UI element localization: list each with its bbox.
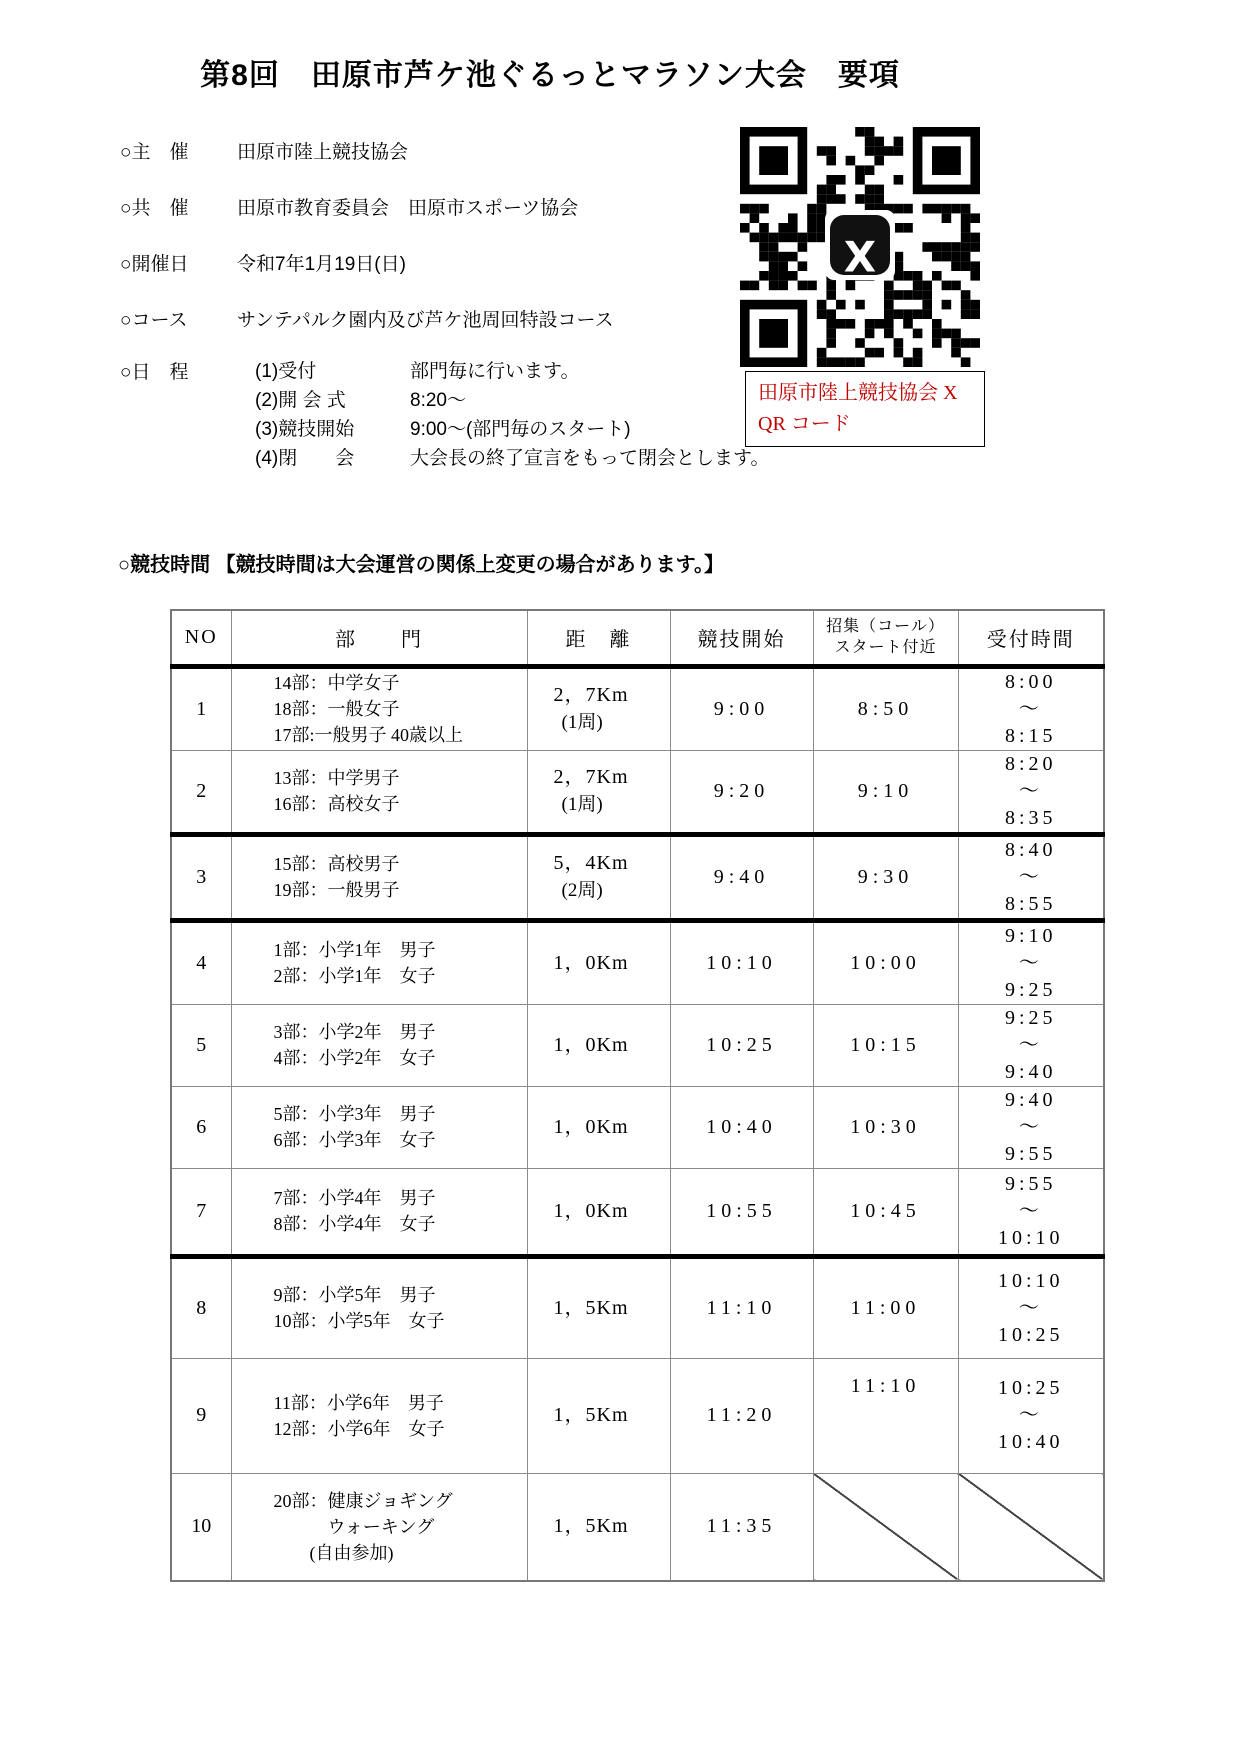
schedule-item-desc: 大会長の終了宣言をもって閉会とします。 xyxy=(410,448,770,469)
cell-start: 10:40 xyxy=(670,1086,813,1168)
x-logo-glyph: X xyxy=(843,232,877,282)
header-division: 部 門 xyxy=(231,610,527,666)
schedule-item-name: (2)開 会 式 xyxy=(255,390,346,411)
cell-call: 9:30 xyxy=(813,834,958,920)
cell-reception: 8:40 ～ 8:55 xyxy=(958,834,1104,920)
cell-distance: 1，0Km xyxy=(527,1086,670,1168)
cell-call: 10:15 xyxy=(813,1004,958,1086)
cell-division: 9部：小学5年 男子 10部：小学5年 女子 xyxy=(231,1256,527,1358)
cell-call: 10:30 xyxy=(813,1086,958,1168)
cell-start: 10:10 xyxy=(670,920,813,1004)
table-row xyxy=(171,1473,1104,1581)
cell-call xyxy=(813,1473,958,1581)
header-distance: 距 離 xyxy=(527,610,670,666)
cell-start: 9:40 xyxy=(670,834,813,920)
cell-no: 2 xyxy=(171,750,231,834)
table-header-row xyxy=(171,610,1104,666)
schedule-item xyxy=(255,357,769,386)
info-value: サンテパルク園内及び芦ケ池周回特設コース xyxy=(237,310,614,331)
cell-reception: 10:10 ～ 10:25 xyxy=(958,1256,1104,1358)
page-title: 第8回 田原市芦ケ池ぐるっとマラソン大会 要項 xyxy=(200,59,900,92)
cell-distance: 1，0Km xyxy=(527,1004,670,1086)
info-value: 田原市陸上競技協会 xyxy=(237,142,409,163)
cell-distance: 1，5Km xyxy=(527,1473,670,1581)
info-item xyxy=(120,137,408,164)
schedule-label: ○日 程 xyxy=(120,362,189,383)
cell-division: 1部：小学1年 男子 2部：小学1年 女子 xyxy=(231,920,527,1004)
info-value: 令和7年1月19日(日) xyxy=(237,254,406,275)
table-row xyxy=(171,1358,1104,1473)
cell-call: 10:00 xyxy=(813,920,958,1004)
cell-no: 5 xyxy=(171,1004,231,1086)
cell-reception: 10:25 ～ 10:40 xyxy=(958,1358,1104,1473)
table-row xyxy=(171,1168,1104,1256)
qr-caption-line1: 田原市陸上競技協会 X xyxy=(758,382,958,404)
qr-caption-line2: QR コード xyxy=(758,413,851,435)
cell-no: 4 xyxy=(171,920,231,1004)
table-row xyxy=(171,920,1104,1004)
table-row xyxy=(171,1004,1104,1086)
cell-distance: 1，5Km xyxy=(527,1358,670,1473)
table-row xyxy=(171,750,1104,834)
cell-distance: 2，7Km (1周) xyxy=(527,750,670,834)
cell-division: 15部：高校男子 19部：一般男子 xyxy=(231,834,527,920)
schedule-items xyxy=(255,357,769,473)
cell-distance: 2，7Km (1周) xyxy=(527,666,670,750)
schedule-item-desc: 8:20～ xyxy=(410,390,466,411)
cell-division: 14部：中学女子 18部：一般女子 17部:一般男子 40歳以上 xyxy=(231,666,527,750)
schedule-item xyxy=(255,415,769,444)
schedule-item-name: (4)閉 会 xyxy=(255,448,355,469)
schedule-item-name: (3)競技開始 xyxy=(255,419,355,440)
cell-start: 11:35 xyxy=(670,1473,813,1581)
cell-call: 10:45 xyxy=(813,1168,958,1256)
cell-no: 1 xyxy=(171,666,231,750)
cell-distance: 1，0Km xyxy=(527,1168,670,1256)
info-item xyxy=(120,193,578,220)
cell-distance: 1，5Km xyxy=(527,1256,670,1358)
cell-no: 8 xyxy=(171,1256,231,1358)
cell-reception: 9:55 ～ 10:10 xyxy=(958,1168,1104,1256)
cell-division: 13部：中学男子 16部：高校女子 xyxy=(231,750,527,834)
schedule-item xyxy=(255,386,769,415)
info-label: ○開催日 xyxy=(120,254,189,275)
cell-division: 5部：小学3年 男子 6部：小学3年 女子 xyxy=(231,1086,527,1168)
cell-call: 8:50 xyxy=(813,666,958,750)
schedule-item-desc: 部門毎に行います。 xyxy=(410,361,580,382)
header-no: NO xyxy=(171,610,231,666)
schedule-table xyxy=(170,609,1105,1582)
table-row xyxy=(171,1086,1104,1168)
section-heading: ○競技時間 【競技時間は大会運営の関係上変更の場合があります。】 xyxy=(118,554,725,576)
header-call: 招集（コール） スタート付近 xyxy=(813,610,958,666)
cell-division: 7部：小学4年 男子 8部：小学4年 女子 xyxy=(231,1168,527,1256)
cell-division: 3部：小学2年 男子 4部：小学2年 女子 xyxy=(231,1004,527,1086)
cell-reception: 9:40 ～ 9:55 xyxy=(958,1086,1104,1168)
schedule-item-name: (1)受付 xyxy=(255,361,317,382)
cell-call: 11:10 xyxy=(813,1358,958,1473)
qr-caption xyxy=(745,371,985,447)
cell-start: 10:25 xyxy=(670,1004,813,1086)
qr-code-image xyxy=(740,127,980,367)
info-item xyxy=(120,249,406,276)
info-label: ○主 催 xyxy=(120,142,189,163)
cell-no: 3 xyxy=(171,834,231,920)
info-value: 田原市教育委員会 田原市スポーツ協会 xyxy=(237,198,579,219)
cell-start: 11:20 xyxy=(670,1358,813,1473)
cell-call: 11:00 xyxy=(813,1256,958,1358)
schedule-section xyxy=(120,357,769,473)
cell-start: 11:10 xyxy=(670,1256,813,1358)
cell-no: 7 xyxy=(171,1168,231,1256)
cell-no: 10 xyxy=(171,1473,231,1581)
cell-distance: 5，4Km (2周) xyxy=(527,834,670,920)
cell-division: 11部：小学6年 男子 12部：小学6年 女子 xyxy=(231,1358,527,1473)
cell-reception: 9:25 ～ 9:40 xyxy=(958,1004,1104,1086)
header-start: 競技開始 xyxy=(670,610,813,666)
header-reception: 受付時間 xyxy=(958,610,1104,666)
qr-code xyxy=(740,127,980,367)
schedule-item-desc: 9:00～(部門毎のスタート) xyxy=(410,419,631,440)
cell-start: 9:00 xyxy=(670,666,813,750)
schedule-item xyxy=(255,444,769,473)
table-row xyxy=(171,834,1104,920)
cell-reception: 9:10 ～ 9:25 xyxy=(958,920,1104,1004)
cell-reception: 8:20 ～ 8:35 xyxy=(958,750,1104,834)
info-label: ○コース xyxy=(120,310,188,331)
table-row xyxy=(171,1256,1104,1358)
table-row xyxy=(171,666,1104,750)
cell-reception xyxy=(958,1473,1104,1581)
cell-no: 6 xyxy=(171,1086,231,1168)
cell-start: 9:20 xyxy=(670,750,813,834)
info-item xyxy=(120,305,614,332)
cell-division: 20部：健康ジョギング ウォーキング (自由参加) xyxy=(231,1473,527,1581)
cell-no: 9 xyxy=(171,1358,231,1473)
cell-reception: 8:00 ～ 8:15 xyxy=(958,666,1104,750)
cell-call: 9:10 xyxy=(813,750,958,834)
cell-start: 10:55 xyxy=(670,1168,813,1256)
info-label: ○共 催 xyxy=(120,198,189,219)
cell-distance: 1，0Km xyxy=(527,920,670,1004)
